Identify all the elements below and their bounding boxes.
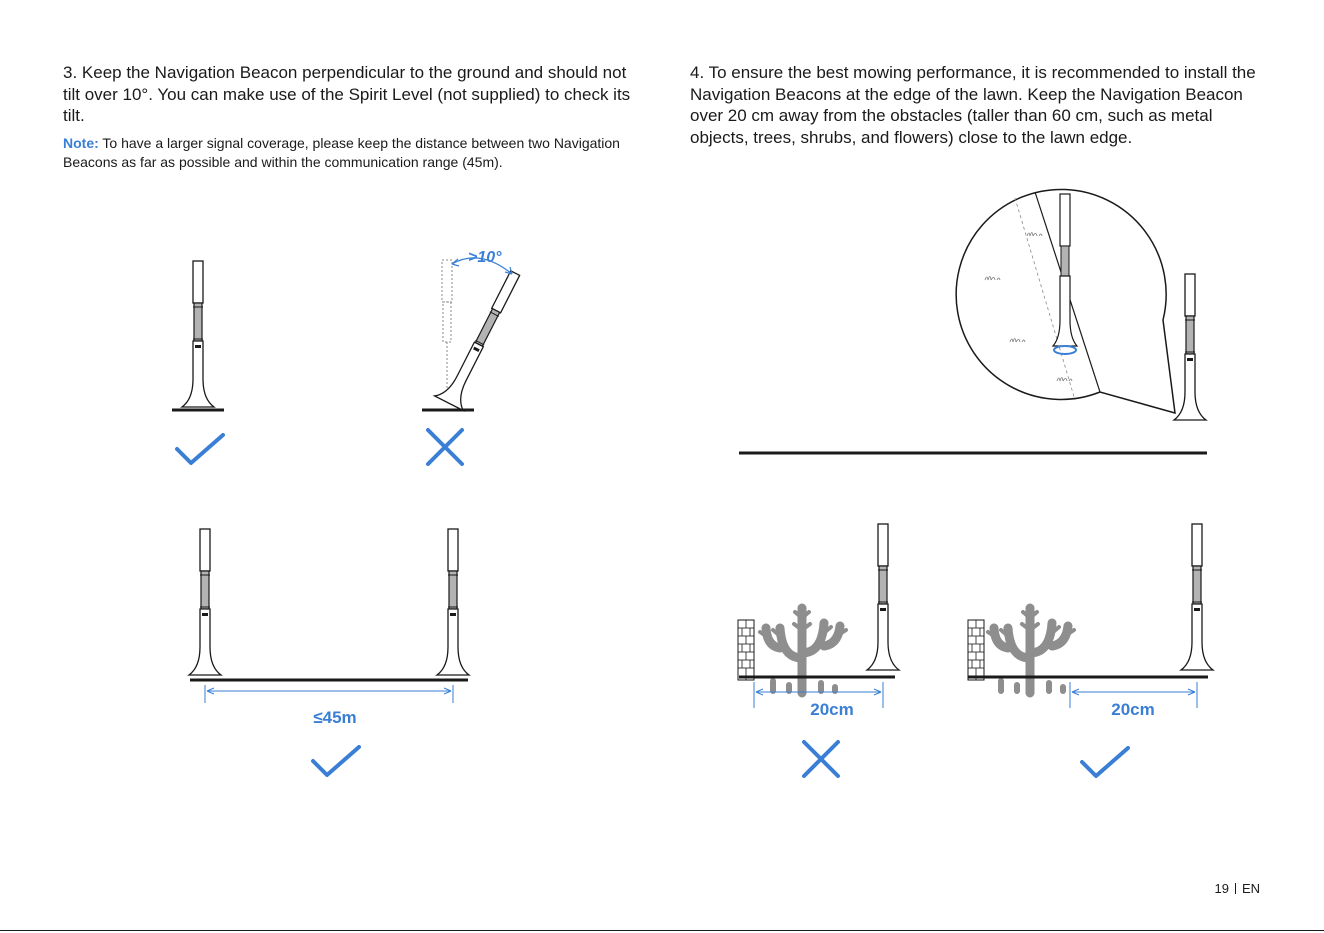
distance-label-20cm-wrong: 20cm: [810, 700, 854, 719]
section-3-note: [63, 134, 648, 171]
upright-beacon-diagram: [160, 255, 240, 475]
obstacle-clearance-diagram: [965, 520, 1215, 785]
lawn-edge-diagram: [735, 190, 1215, 460]
page-number: 19: [1214, 881, 1229, 896]
check-icon: [1082, 748, 1128, 776]
section-4-instruction: 4. To ensure the best mowing performance, it is recommended to install the Navigation Beacons at the edge of the lawn. Keep the Navigation Beacon over 20 cm away from the obstacles (taller than 60 cm, such as metal objects, trees, shrubs, and flowers) close to the lawn edge.: [690, 63, 1256, 147]
check-icon: [313, 747, 359, 775]
obstacle-too-close-diagram: [735, 520, 915, 785]
distance-label-45m: ≤45m: [313, 708, 357, 727]
page-footer: [1214, 881, 1260, 896]
footer-divider: [1235, 883, 1236, 894]
note-label: Note:: [63, 135, 99, 151]
bottom-rule: [0, 930, 1324, 931]
tilt-angle-label: >10°: [468, 249, 502, 266]
note-text: To have a larger signal coverage, please keep the distance between two Navigation Beacons as far as possible and within the communication range (45m).: [63, 135, 620, 170]
language-code: EN: [1241, 881, 1260, 896]
beacon-spacing-diagram: [185, 525, 485, 785]
tilted-beacon-diagram: [400, 240, 560, 470]
section-3-instruction: 3. Keep the Navigation Beacon perpendicular to the ground and should not tilt over 10°. You can make use of the Spirit Level (not supplied) to check its tilt.: [63, 63, 631, 125]
cross-icon: [428, 430, 462, 464]
cross-icon: [804, 742, 838, 776]
check-icon: [177, 435, 223, 463]
distance-label-20cm-right: 20cm: [1111, 700, 1155, 719]
